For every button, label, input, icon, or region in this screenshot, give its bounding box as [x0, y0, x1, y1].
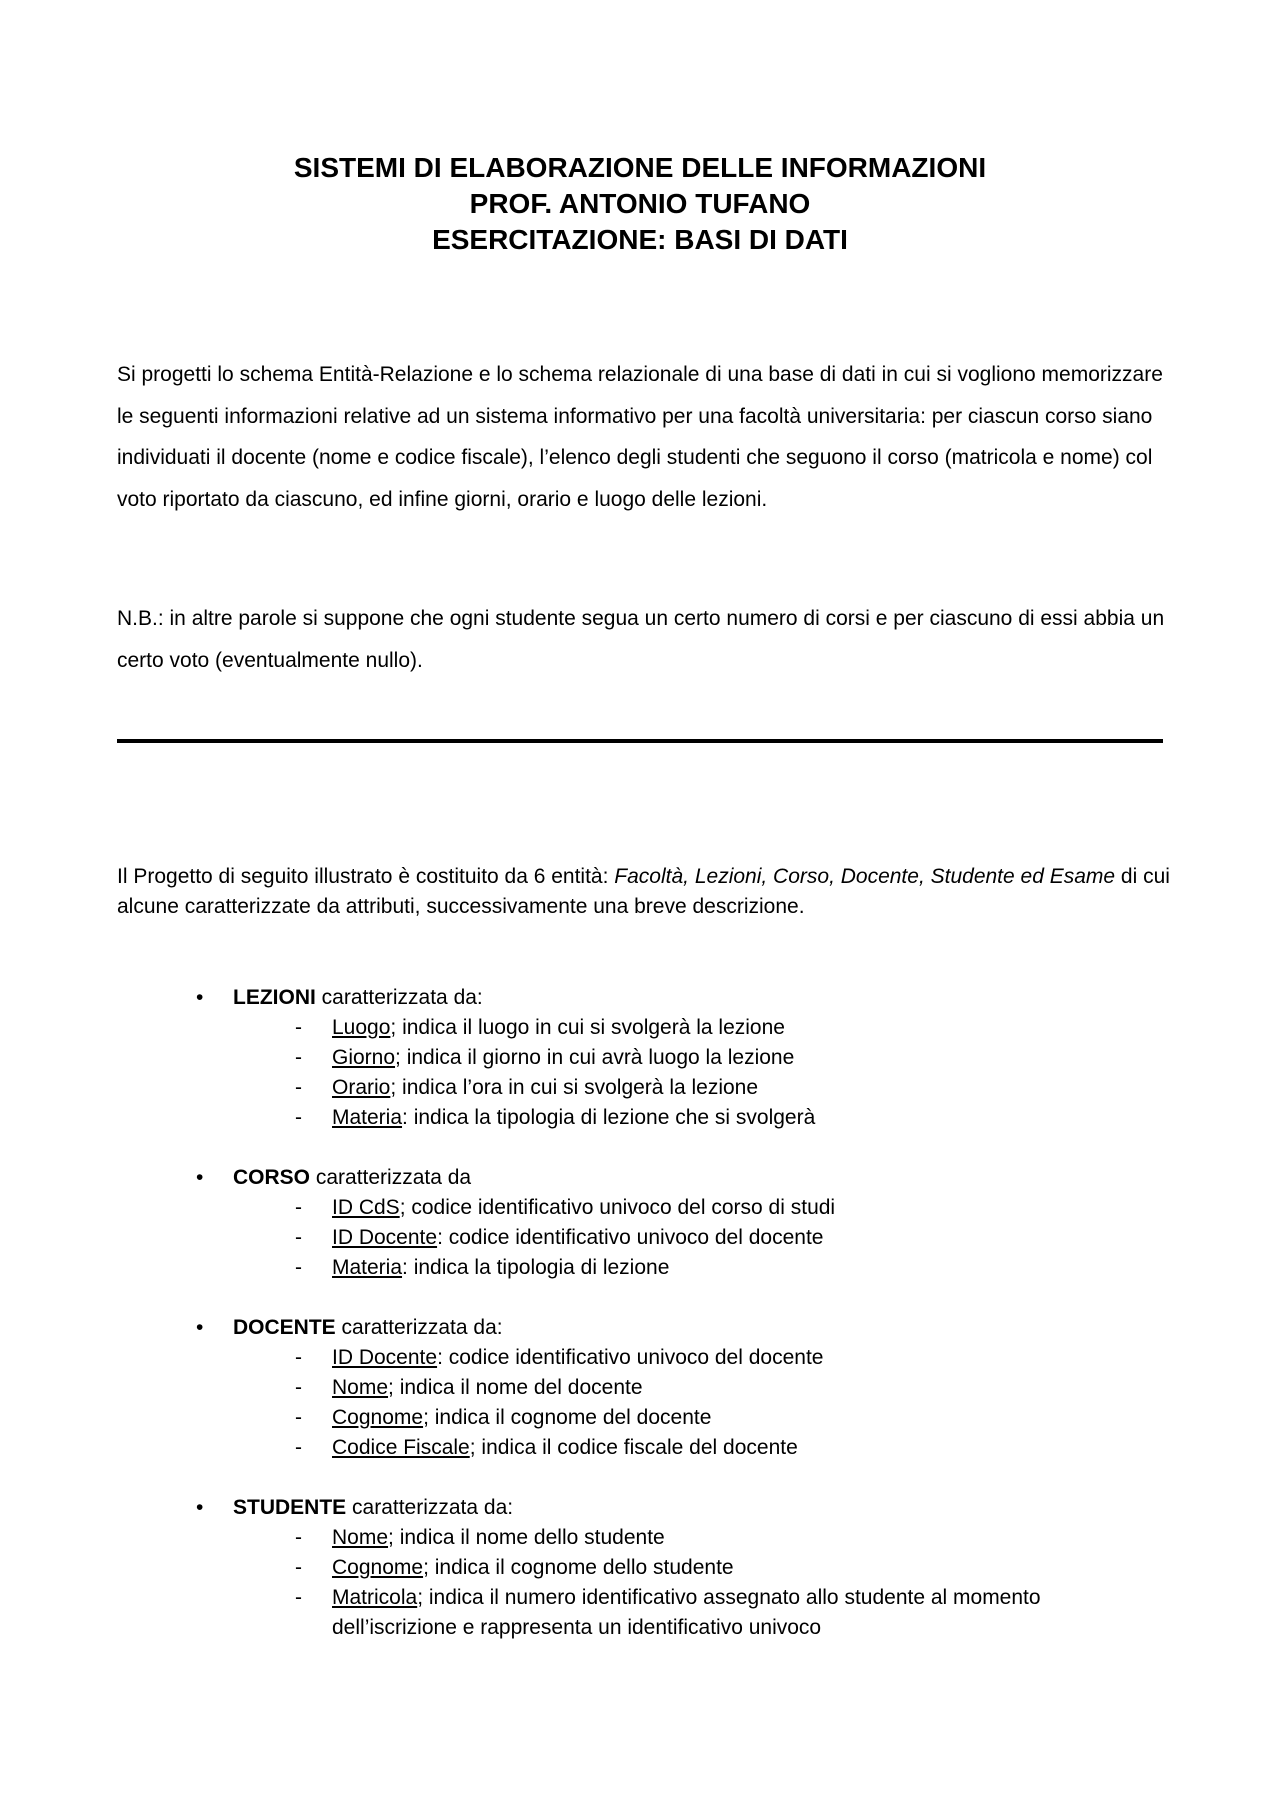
attribute-name: Matricola: [332, 1586, 418, 1609]
attribute-item: [0, 1073, 1152, 1103]
attribute-item: [0, 1523, 1152, 1553]
entity-item: [0, 1493, 1280, 1643]
description-suffix: di cui alcune caratterizzate da attributi, successivamente una breve descrizione.: [117, 865, 1170, 918]
attribute-item: [0, 1223, 1152, 1253]
attribute-name: Materia: [332, 1256, 403, 1279]
exercise-text: Si progetti lo schema Entità-Relazione e lo schema relazionale di una base di dati in cui si vogliono memorizzare le seguenti informazioni relative ad un sistema informativo per una facoltà universitaria: per ciascun corso siano individuati il docente (nome e codice fiscale), l’elenco degli studenti che seguono il corso (matricola e nome) col voto riportato da ciascuno, ed infine giorni, orario e luogo delle lezioni.: [117, 363, 1163, 511]
attribute-name: Cognome: [332, 1406, 424, 1429]
attribute-text: : codice identificativo univoco del docente: [437, 1346, 824, 1369]
bullet-icon: •: [196, 1316, 204, 1339]
attribute-item: [0, 1013, 1152, 1043]
attribute-item: [0, 1583, 1152, 1643]
entity-label: caratterizzata da:: [335, 1316, 503, 1339]
dash-icon: -: [295, 1106, 302, 1129]
dash-icon: -: [295, 1526, 302, 1549]
dash-icon: -: [295, 1376, 302, 1399]
entity-label: caratterizzata da:: [346, 1496, 514, 1519]
attribute-item: [0, 1553, 1152, 1583]
bullet-icon: •: [196, 986, 204, 1009]
attribute-name: Giorno: [332, 1046, 396, 1069]
entity-item: [0, 1313, 1280, 1463]
title-professor: PROF. ANTONIO TUFANO: [469, 188, 811, 219]
dash-icon: -: [295, 1436, 302, 1459]
entity-item: [0, 1163, 1280, 1283]
attribute-text: ; indica il luogo in cui si svolgerà la lezione: [390, 1016, 785, 1039]
attribute-item: [0, 1343, 1152, 1373]
document-title: [0, 150, 1280, 258]
attribute-item: [0, 1403, 1152, 1433]
attribute-item: [0, 1433, 1152, 1463]
entity-name: LEZIONI: [233, 986, 316, 1009]
attribute-name: Luogo: [332, 1016, 391, 1039]
attribute-text: ; indica il nome dello studente: [388, 1526, 665, 1549]
attribute-text: ; indica il codice fiscale del docente: [469, 1436, 798, 1459]
attribute-item: [0, 1373, 1152, 1403]
entity-label: caratterizzata da: [310, 1166, 472, 1189]
attribute-name: ID Docente: [332, 1346, 438, 1369]
attribute-item: [0, 1193, 1152, 1223]
dash-icon: -: [295, 1256, 302, 1279]
attribute-item: [0, 1103, 1152, 1133]
attribute-name: Nome: [332, 1376, 389, 1399]
attribute-text: ; indica il numero identificativo assegnato allo studente al momento dell’iscrizione e rappresenta un identificativo univoco: [332, 1586, 1041, 1639]
dash-icon: -: [295, 1196, 302, 1219]
description-entities: Facoltà, Lezioni, Corso, Docente, Studente ed Esame: [614, 865, 1116, 888]
dash-icon: -: [295, 1346, 302, 1369]
attribute-name: ID CdS: [332, 1196, 400, 1219]
bullet-icon: •: [196, 1496, 204, 1519]
dash-icon: -: [295, 1226, 302, 1249]
dash-icon: -: [295, 1586, 302, 1609]
description-prefix: Il Progetto di seguito illustrato è costituito da 6 entità:: [117, 865, 615, 888]
attribute-name: Cognome: [332, 1556, 424, 1579]
entity-name: STUDENTE: [233, 1496, 347, 1519]
nb-note: N.B.: in altre parole si suppone che ogni studente segua un certo numero di corsi e per ciascuno di essi abbia un certo voto (eventualmente nullo).: [117, 607, 1165, 672]
attribute-text: : indica la tipologia di lezione: [402, 1256, 670, 1279]
entity-label: caratterizzata da:: [315, 986, 483, 1009]
entity-list: [0, 983, 1280, 1673]
dash-icon: -: [295, 1556, 302, 1579]
project-description: [117, 862, 1177, 922]
attribute-text: : codice identificativo univoco del docente: [437, 1226, 824, 1249]
attribute-name: Orario: [332, 1076, 391, 1099]
bullet-icon: •: [196, 1166, 204, 1189]
dash-icon: -: [295, 1016, 302, 1039]
title-exercise: ESERCITAZIONE: BASI DI DATI: [432, 224, 848, 255]
attribute-name: Nome: [332, 1526, 389, 1549]
attribute-text: ; indica l’ora in cui si svolgerà la lezione: [390, 1076, 759, 1099]
attribute-name: ID Docente: [332, 1226, 438, 1249]
attribute-name: Codice Fiscale: [332, 1436, 470, 1459]
entity-item: [0, 983, 1280, 1133]
dash-icon: -: [295, 1076, 302, 1099]
title-course: SISTEMI DI ELABORAZIONE DELLE INFORMAZIONI: [293, 152, 987, 183]
attribute-text: ; indica il nome del docente: [388, 1376, 643, 1399]
dash-icon: -: [295, 1406, 302, 1429]
attribute-text: ; indica il cognome del docente: [423, 1406, 712, 1429]
dash-icon: -: [295, 1046, 302, 1069]
attribute-text: ; indica il giorno in cui avrà luogo la lezione: [395, 1046, 795, 1069]
entity-name: CORSO: [233, 1166, 311, 1189]
attribute-item: [0, 1253, 1152, 1283]
horizontal-divider: [117, 739, 1163, 743]
entity-name: DOCENTE: [233, 1316, 336, 1339]
attribute-name: Materia: [332, 1106, 403, 1129]
attribute-item: [0, 1043, 1152, 1073]
attribute-text: ; indica il cognome dello studente: [423, 1556, 734, 1579]
attribute-text: ; codice identificativo univoco del corso di studi: [399, 1196, 836, 1219]
attribute-text: : indica la tipologia di lezione che si svolgerà: [402, 1106, 816, 1129]
